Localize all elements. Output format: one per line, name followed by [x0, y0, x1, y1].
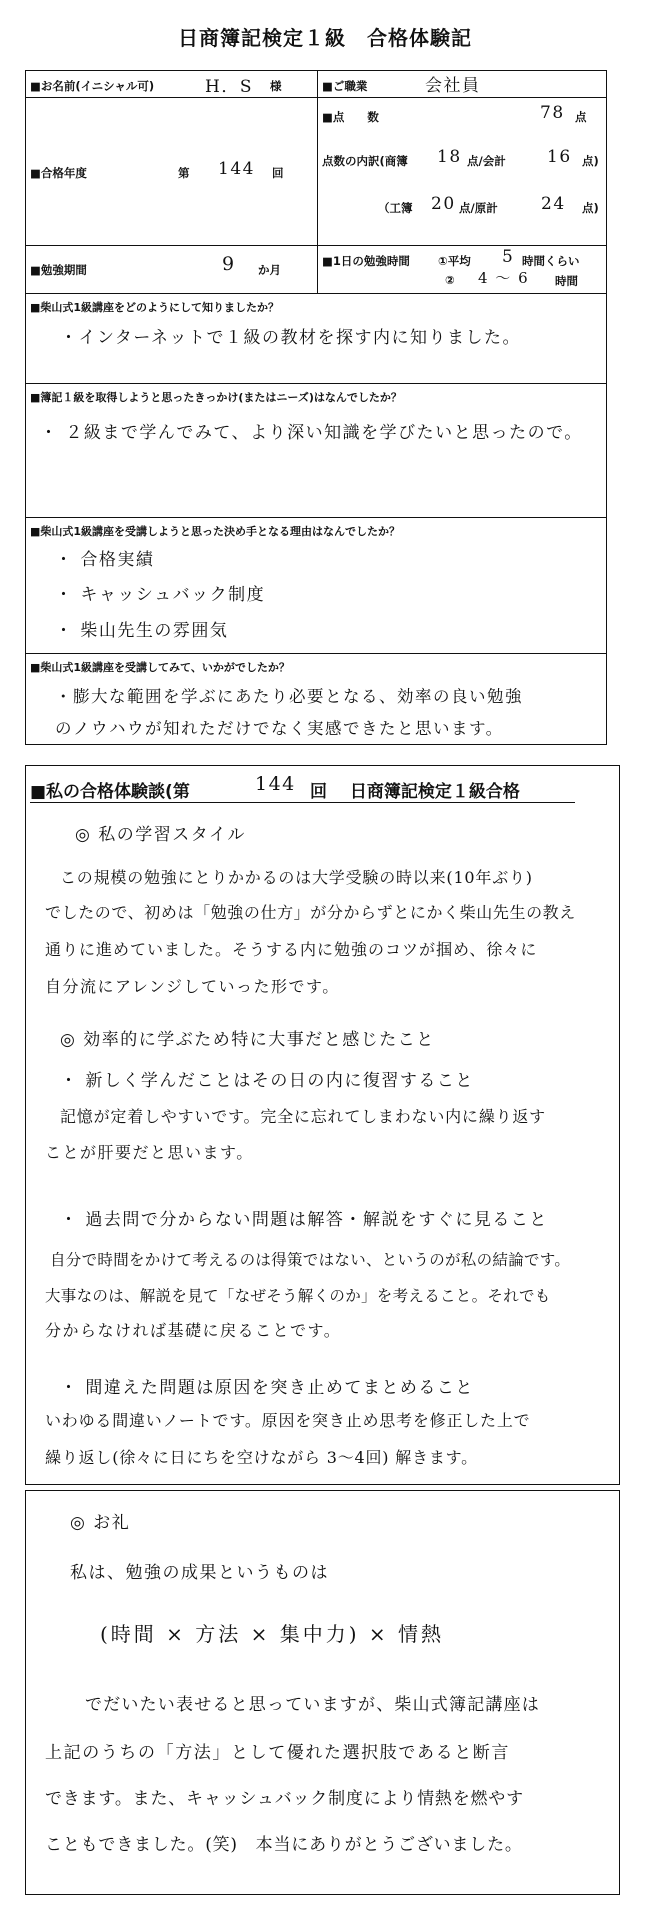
page-title: 日商簿記検定１級 合格体験記 [178, 26, 472, 50]
story-line: 自分流にアレンジしていった形です。 [45, 977, 340, 996]
story-line: 大事なのは、解説を見て「なぜそう解くのか」を考えること。それでも [45, 1287, 551, 1305]
story-heading-round: 144 [255, 773, 296, 795]
answer-line: ・ キャッシュバック制度 [55, 585, 266, 605]
kaikei-value: 16 [547, 147, 572, 167]
story-heading-prefix: ■私の合格体験談(第 [30, 782, 190, 802]
form-row-divider [25, 517, 607, 518]
answer-line: ・膨大な範囲を学ぶにあたり必要となる、効率の良い勉強 [55, 687, 523, 706]
question-label: ■柴山式1級講座を受講しようと思った決め手となる理由はなんでしたか？ [30, 525, 401, 538]
story-line: 記憶が定着しやすいです。完全に忘れてしまわない内に繰り返す [60, 1107, 546, 1126]
thanks-line: こともできました。(笑) 本当にありがとうございました。 [45, 1835, 523, 1855]
thanks-line: 私は、勉強の成果というものは [70, 1563, 329, 1583]
year-suffix: 回 [272, 166, 284, 180]
score-value: 78 [540, 103, 565, 123]
thanks-line: ◎ お礼 [70, 1513, 131, 1533]
story-heading-rest: 回 日商簿記検定１級合格 [310, 782, 520, 802]
story-line: ・ 新しく学んだことはその日の内に復習すること [60, 1071, 474, 1091]
daily-range-label: ② [445, 273, 455, 287]
kaikei-unit: 点) [582, 154, 599, 168]
story-line: 通りに進めていました。そうする内に勉強のコツが掴め、徐々に [45, 940, 538, 959]
thanks-line: でだいたい表せると思っていますが、柴山式簿記講座は [85, 1695, 540, 1715]
story-line: ・ 過去問で分からない問題は解答・解説をすぐに見ること [60, 1210, 548, 1230]
kobo-label: （工簿 [378, 201, 413, 215]
kobo-value: 20 [431, 194, 456, 214]
form-row-divider [25, 245, 607, 246]
thanks-formula: (時間 × 方法 × 集中力) × 情熱 [100, 1622, 445, 1646]
daily-avg-label: ①平均 [438, 254, 471, 268]
period-unit: か月 [258, 263, 281, 277]
story-line: 自分で時間をかけて考えるのは得策ではない、というのが私の結論です。 [50, 1251, 571, 1269]
story-line: ◎ 私の学習スタイル [75, 825, 246, 845]
period-label: ■勉強期間 [30, 263, 87, 277]
breakdown-label: 点数の内訳(商簿 [322, 154, 408, 168]
story-line: でしたので、初めは「勉強の仕方」が分からずとにかく柴山先生の教え [45, 903, 576, 922]
daily-label: ■1日の勉強時間 [322, 254, 410, 268]
score-label: ■点 数 [322, 110, 379, 124]
story-line: ◎ 効率的に学ぶため特に大事だと感じたこと [60, 1030, 435, 1050]
form-row-divider [25, 653, 607, 654]
answer-line: ・ ２級まで学んでみて、より深い知識を学びたいと思ったので。 [40, 423, 583, 443]
genka-value: 24 [541, 194, 566, 214]
year-value: 144 [218, 159, 255, 179]
daily-avg-value: 5 [502, 247, 515, 267]
daily-avg-unit: 時間くらい [522, 254, 580, 268]
story-line: この規模の勉強にとりかかるのは大学受験の時以来(10年ぶり) [60, 868, 533, 887]
answer-line: ・インターネットで１級の教材を探す内に知りました。 [60, 328, 521, 348]
name-label: ■お名前(イニシャル可) [30, 79, 155, 93]
question-label: ■柴山式1級講座を受講してみて、いかがでしたか？ [30, 661, 290, 674]
application-form [25, 70, 607, 745]
genka-unit: 点) [582, 201, 599, 215]
story-line: ことが肝要だと思います。 [45, 1143, 254, 1162]
form-column-divider [317, 70, 318, 293]
daily-range-unit: 時間 [555, 274, 578, 288]
story-line: いわゆる間違いノートです。原因を突き止め思考を修正した上で [45, 1411, 531, 1430]
thanks-line: できます。また、キャッシュバック制度により情熱を燃やす [45, 1789, 524, 1809]
form-row-divider [25, 383, 607, 384]
name-value: H．S [205, 77, 253, 97]
year-label: ■合格年度 [30, 166, 87, 180]
kaikei-label: 点/会計 [467, 154, 506, 168]
question-label: ■簿記１級を取得しようと思ったきっかけ(またはニーズ)はなんでしたか？ [30, 391, 402, 404]
form-row-divider [25, 97, 607, 98]
story-line: ・ 間違えた問題は原因を突き止めてまとめること [60, 1378, 474, 1398]
name-suffix: 様 [270, 79, 282, 93]
period-value: 9 [222, 253, 236, 275]
job-label: ■ご職業 [322, 79, 368, 93]
job-value: 会社員 [425, 76, 481, 96]
story-heading-underline [30, 802, 575, 803]
question-label: ■柴山式1級講座をどのようにして知りましたか？ [30, 301, 280, 314]
story-line: 繰り返し(徐々に日にちを空けながら 3～4回) 解きます。 [45, 1448, 478, 1467]
form-row-divider [25, 293, 607, 294]
year-prefix: 第 [178, 166, 190, 180]
answer-line: のノウハウが知れただけでなく実感できたと思います。 [55, 719, 504, 738]
daily-range-value: 4 ～ 6 [478, 269, 530, 287]
score-unit: 点 [575, 110, 587, 124]
thanks-line: 上記のうちの「方法」として優れた選択肢であると断言 [45, 1743, 510, 1763]
answer-line: ・ 合格実績 [55, 550, 155, 570]
story-line: 分からなければ基礎に戻ることです。 [45, 1321, 342, 1340]
shobo-value: 18 [437, 147, 462, 167]
genka-label: 点/原計 [459, 201, 498, 215]
answer-line: ・ 柴山先生の雰囲気 [55, 621, 229, 641]
